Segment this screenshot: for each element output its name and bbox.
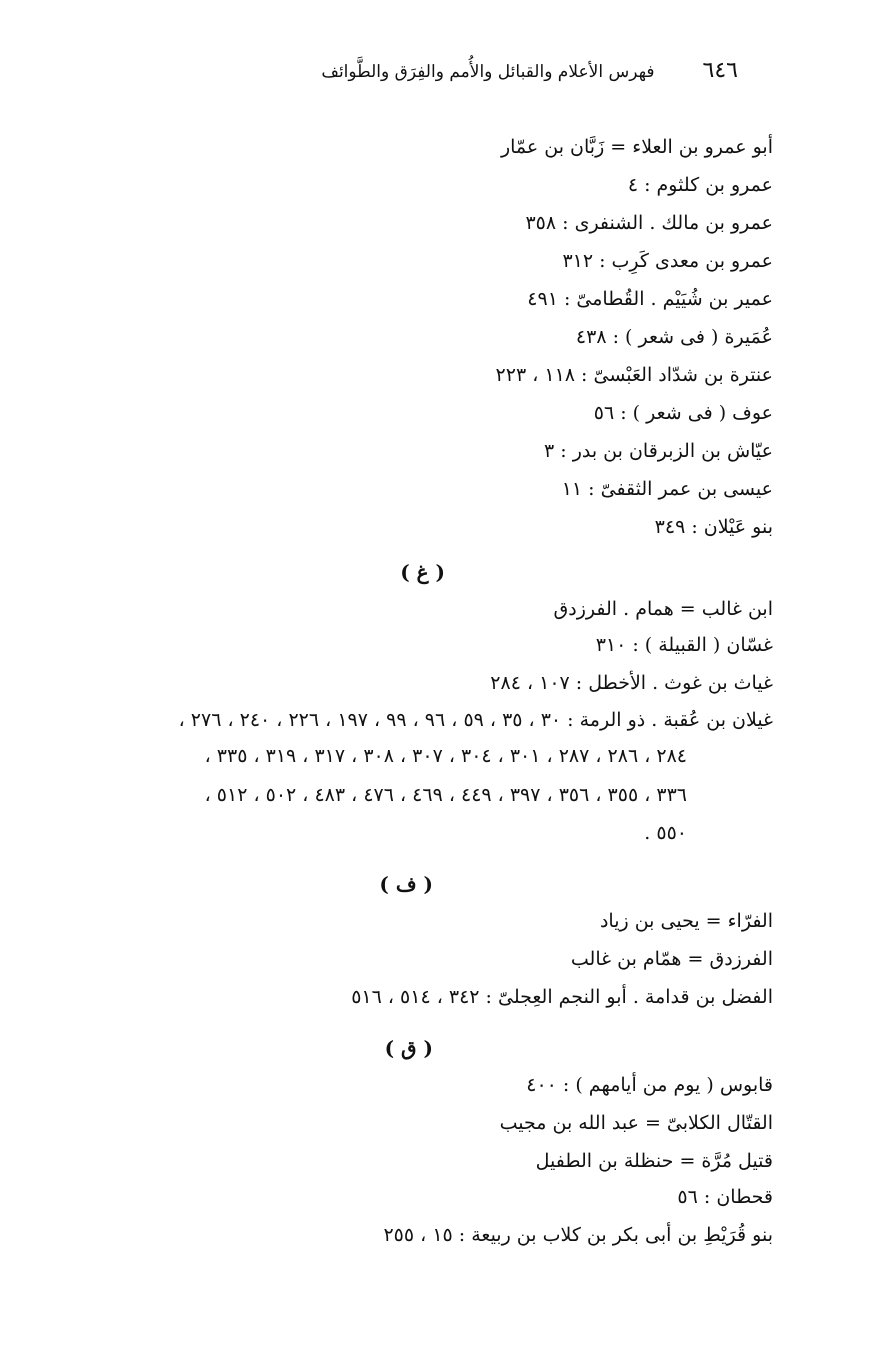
index-entry: بنو عَيْلان : ٣٤٩ <box>654 516 773 538</box>
index-entry: قابوس ( يوم من أيامهم ) : ٤٠٠ <box>526 1074 773 1096</box>
index-entry: أبو عمرو بن العلاء = زَبَّان بن عمّار <box>500 136 773 158</box>
index-entry-continuation: ٢٨٤ ، ٢٨٦ ، ٢٨٧ ، ٣٠١ ، ٣٠٤ ، ٣٠٧ ، ٣٠٨ ، ٣١٧ ، ٣١٩ ، ٣٣٥ ، <box>204 745 687 767</box>
index-entry: عمير بن شُيَيْم . القُطامىّ : ٤٩١ <box>527 288 773 310</box>
index-entry: عيسى بن عمر الثقفىّ : ١١ <box>561 478 773 500</box>
section-heading-ghain: ( غ ) <box>400 560 445 584</box>
index-entry: غياث بن غوث . الأخطل : ١٠٧ ، ٢٨٤ <box>490 672 773 694</box>
running-title: فهرس الأعلام والقبائل والأُمم والفِرَق والطَّوائف <box>321 62 655 82</box>
section-heading-qaf: ( ق ) <box>384 1036 433 1060</box>
index-entry: الفضل بن قدامة . أبو النجم العِجلىّ : ٣٤٢ ، ٥١٤ ، ٥١٦ <box>351 986 773 1008</box>
page-header <box>228 58 738 92</box>
index-entry: غسّان ( القبيلة ) : ٣١٠ <box>595 634 773 656</box>
index-entry: قتيل مُرَّة = حنظلة بن الطفيل <box>535 1150 773 1172</box>
index-entry: بنو قُرَيْطِ بن أبى بكر بن كلاب بن ربيعة : ١٥ ، ٢٥٥ <box>383 1224 773 1246</box>
index-entry: عيّاش بن الزبرقان بن بدر : ٣ <box>544 440 773 462</box>
page-number: ٦٤٦ <box>702 58 738 83</box>
index-entry: قحطان : ٥٦ <box>677 1186 773 1208</box>
index-entry: القتّال الكلابىّ = عبد الله بن مجيب <box>499 1112 773 1134</box>
index-entry: عُمَيرة ( فى شعر ) : ٤٣٨ <box>575 326 773 348</box>
index-entry: الفرّاء = يحيى بن زياد <box>599 910 773 932</box>
index-entry: عمرو بن معدى كَرِب : ٣١٢ <box>562 250 773 272</box>
index-entry: عمرو بن كلثوم : ٤ <box>627 174 773 196</box>
index-entry-continuation: ٣٣٦ ، ٣٥٥ ، ٣٥٦ ، ٣٩٧ ، ٤٤٩ ، ٤٦٩ ، ٤٧٦ ، ٤٨٣ ، ٥٠٢ ، ٥١٢ ، <box>204 784 687 806</box>
index-entry: عمرو بن مالك . الشنفرى : ٣٥٨ <box>525 212 773 234</box>
index-entry-continuation: ٥٥٠ . <box>644 822 687 844</box>
index-entry: ابن غالب = همام . الفرزدق <box>553 598 773 620</box>
section-heading-fa: ( ف ) <box>379 872 433 896</box>
index-entry: الفرزدق = همّام بن غالب <box>570 948 773 970</box>
index-entry: عنترة بن شدّاد العَبْسىّ : ١١٨ ، ٢٢٣ <box>495 364 773 386</box>
index-entry: عوف ( فى شعر ) : ٥٦ <box>593 402 773 424</box>
index-entry: غيلان بن عُقبة . ذو الرمة : ٣٠ ، ٣٥ ، ٥٩ ، ٩٦ ، ٩٩ ، ١٩٧ ، ٢٢٦ ، ٢٤٠ ، ٢٧٦ ، <box>178 709 773 731</box>
